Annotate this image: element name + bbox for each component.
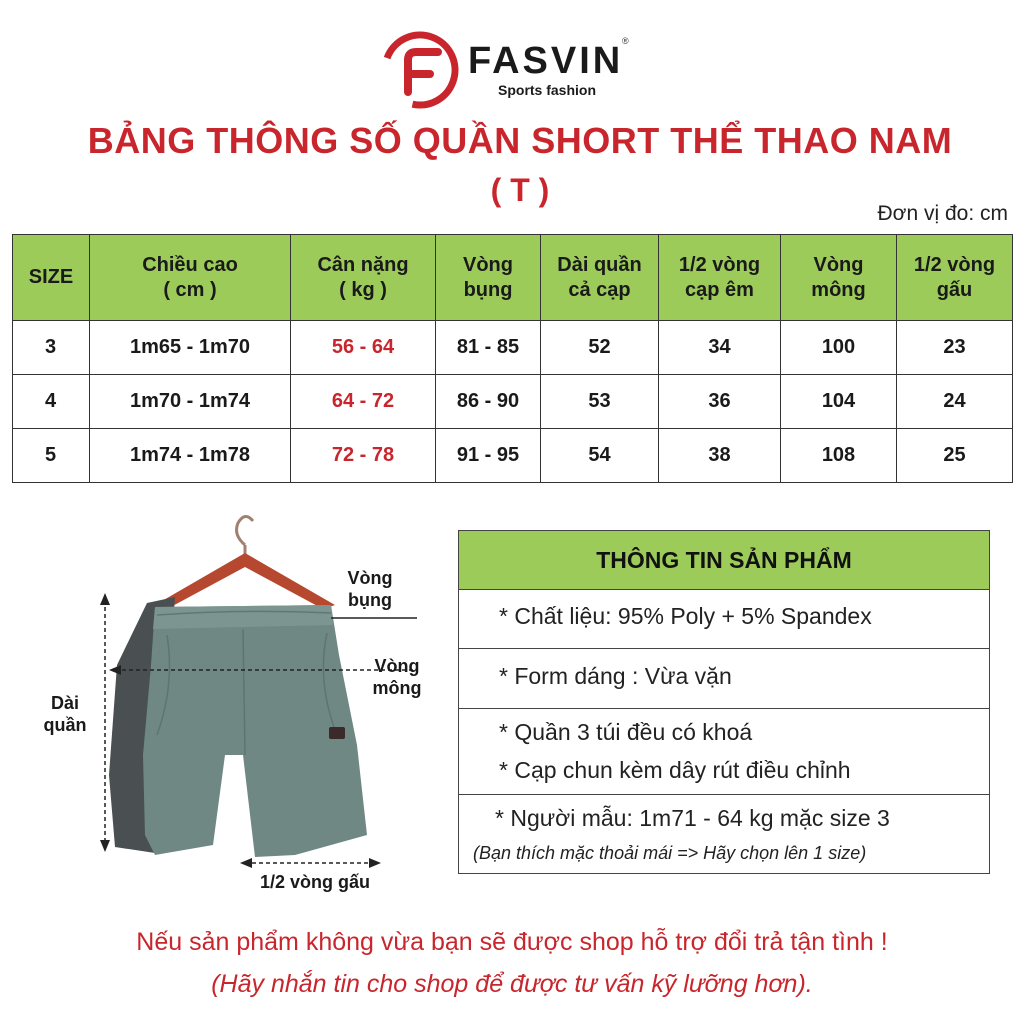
cell-half-waistband: 34: [659, 321, 781, 375]
shorts-diagram: [95, 505, 435, 895]
registered-mark: ®: [622, 36, 629, 46]
cell-length: 53: [541, 375, 659, 429]
hanger-icon: [155, 553, 335, 609]
table-row: [13, 375, 1013, 429]
info-row-form: [459, 649, 989, 709]
cell-half-hem: 25: [897, 429, 1013, 483]
cell-hip: 100: [781, 321, 897, 375]
header-waist: Vòng bụng: [436, 235, 541, 321]
cell-length: 52: [541, 321, 659, 375]
cell-size: 3: [13, 321, 90, 375]
product-info-heading: THÔNG TIN SẢN PHẨM: [459, 531, 989, 590]
cell-weight: 72 - 78: [291, 429, 436, 483]
info-model: * Người mẫu: 1m71 - 64 kg mặc size 3: [495, 805, 890, 831]
info-row-material: [459, 589, 989, 649]
cell-half-hem: 24: [897, 375, 1013, 429]
cell-height: 1m65 - 1m70: [90, 321, 291, 375]
page-title: BẢNG THÔNG SỐ QUẦN SHORT THỂ THAO NAM: [87, 120, 953, 161]
cell-waist: 86 - 90: [436, 375, 541, 429]
cell-half-waistband: 36: [659, 375, 781, 429]
cell-hip: 104: [781, 375, 897, 429]
info-material: * Chất liệu: 95% Poly + 5% Spandex: [499, 603, 872, 629]
header-size: SIZE: [13, 235, 90, 321]
info-row-features: [459, 709, 989, 795]
table-row: [13, 429, 1013, 483]
cell-size: 4: [13, 375, 90, 429]
brand-name: FASVIN: [468, 40, 624, 82]
product-info-box: [458, 530, 990, 874]
fasvin-logo-icon: [380, 30, 460, 110]
cell-weight: 56 - 64: [291, 321, 436, 375]
header-length: Dài quần cả cạp: [541, 235, 659, 321]
table-row: [13, 321, 1013, 375]
table-header-row: [13, 235, 1013, 321]
page-subtitle: ( T ): [490, 172, 550, 208]
cell-size: 5: [13, 429, 90, 483]
cell-weight: 64 - 72: [291, 375, 436, 429]
info-pockets: * Quần 3 túi đều có khoá: [499, 719, 753, 745]
size-table: [12, 234, 1013, 483]
cell-height: 1m74 - 1m78: [90, 429, 291, 483]
label-waist: Vòng bụng: [347, 568, 393, 610]
header-half-waistband: 1/2 vòng cạp êm: [659, 235, 781, 321]
brand-tagline: Sports fashion: [498, 82, 597, 98]
cell-height: 1m70 - 1m74: [90, 375, 291, 429]
cell-half-hem: 23: [897, 321, 1013, 375]
header-hip: Vòng mông: [781, 235, 897, 321]
info-size-note: (Bạn thích mặc thoải mái => Hãy chọn lên 1 size): [473, 843, 867, 863]
cell-hip: 108: [781, 429, 897, 483]
info-waistband: * Cạp chun kèm dây rút điều chỉnh: [499, 757, 851, 783]
info-row-model: [459, 795, 989, 873]
unit-label: Đơn vị đo: cm: [877, 202, 1008, 225]
header-weight: Cân nặng ( kg ): [291, 235, 436, 321]
footer-exchange-notice: Nếu sản phẩm không vừa bạn sẽ được shop hỗ trợ đổi trả tận tình !: [136, 928, 888, 956]
logo-badge-icon: [329, 727, 345, 739]
header-height: Chiều cao ( cm ): [90, 235, 291, 321]
hanger-hook-icon: [237, 516, 253, 545]
label-hip: Vòng mông: [372, 656, 422, 698]
header-half-hem: 1/2 vòng gấu: [897, 235, 1013, 321]
footer-contact-note: (Hãy nhắn tin cho shop để được tư vấn kỹ lưỡng hơn).: [211, 970, 813, 998]
cell-waist: 81 - 85: [436, 321, 541, 375]
info-form: * Form dáng : Vừa vặn: [499, 663, 732, 689]
cell-waist: 91 - 95: [436, 429, 541, 483]
cell-half-waistband: 38: [659, 429, 781, 483]
label-hem: 1/2 vòng gấu: [259, 872, 371, 892]
label-length: Dài quần: [43, 693, 87, 735]
cell-length: 54: [541, 429, 659, 483]
